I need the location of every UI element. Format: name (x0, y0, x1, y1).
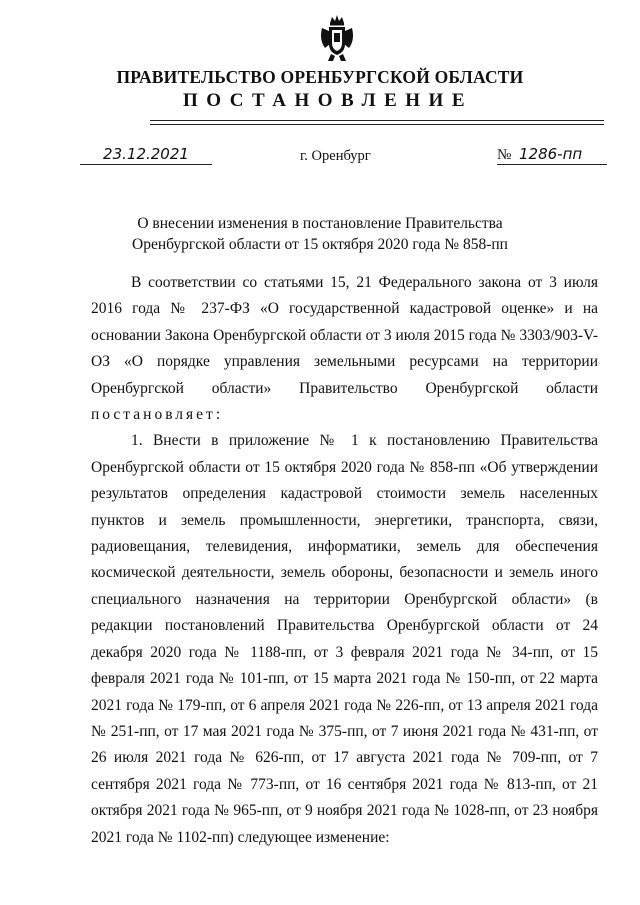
coat-of-arms-icon (318, 14, 356, 62)
preamble-verb: постановляет: (91, 406, 224, 424)
organization-title: ПРАВИТЕЛЬСТВО ОРЕНБУРГСКОЙ ОБЛАСТИ (116, 67, 524, 87)
number-value: 1286-пп (519, 145, 583, 163)
document-type-title: ПОСТАНОВЛЕНИЕ (182, 90, 474, 111)
document-date: 23.12.2021 (80, 145, 212, 165)
paragraph-item-1: 1. Внести в приложение № 1 к постановлению Правительства Оренбургской области от 15 октября 2020 года № 858-пп «Об утверждении результатов определения кадастровой стоимости земель населенных пунктов и земель промышленности, энергетики, транспорта, связи, радиовещания, телевидения, информатики, земель для обеспечения космической деятельности, земель обороны, безопасности и земель иного специального назначения на территории Оренбургской области» (в редакции постановлений Правительства Оренбургской области от 24 декабря 2020 года № 1188-пп, от 3 февраля 2021 года № 34-пп, от 15 февраля 2021 года № 101-пп, от 15 марта 2021 года № 150-пп, от 22 марта 2021 года № 179-пп, от 6 апреля 2021 года № 226-пп, от 13 апреля 2021 года № 251-пп, от 17 мая 2021 года № 375-пп, от 7 июня 2021 года № 431-пп, от 26 июля 2021 года № 626-пп, от 17 августа 2021 года № 709-пп, от 7 сентября 2021 года № 773-пп, от 16 сентября 2021 года № 813-пп, от 21 октября 2021 года № 965-пп, от 9 ноября 2021 года № 1028-пп, от 23 ноября 2021 года № 1102-пп) следующее изменение: (91, 432, 598, 846)
document-city: г. Оренбург (300, 148, 371, 164)
header-rule (150, 120, 604, 121)
subject-line-1: О внесении изменения в постановление Правительства (137, 215, 503, 232)
header-rule-thin (150, 124, 604, 125)
subject-line-2: Оренбургской области от 15 октября 2020 года № 858-пп (132, 236, 508, 253)
document-subject (90, 213, 550, 255)
preamble-text: В соответствии со статьями 15, 21 Федерального закона от 3 июля 2016 года № 237-ФЗ «О государственной кадастровой оценке» и на основании Закона Оренбургской области от 3 июля 2015 года № 3303/903-V-ОЗ «О порядке управления земельными ресурсами на территории Оренбургской области» Правительство Оренбургской области (91, 274, 598, 397)
number-sign: № (497, 147, 512, 163)
paragraph-preamble (91, 270, 598, 428)
document-number (497, 145, 607, 165)
document-body (91, 270, 598, 851)
